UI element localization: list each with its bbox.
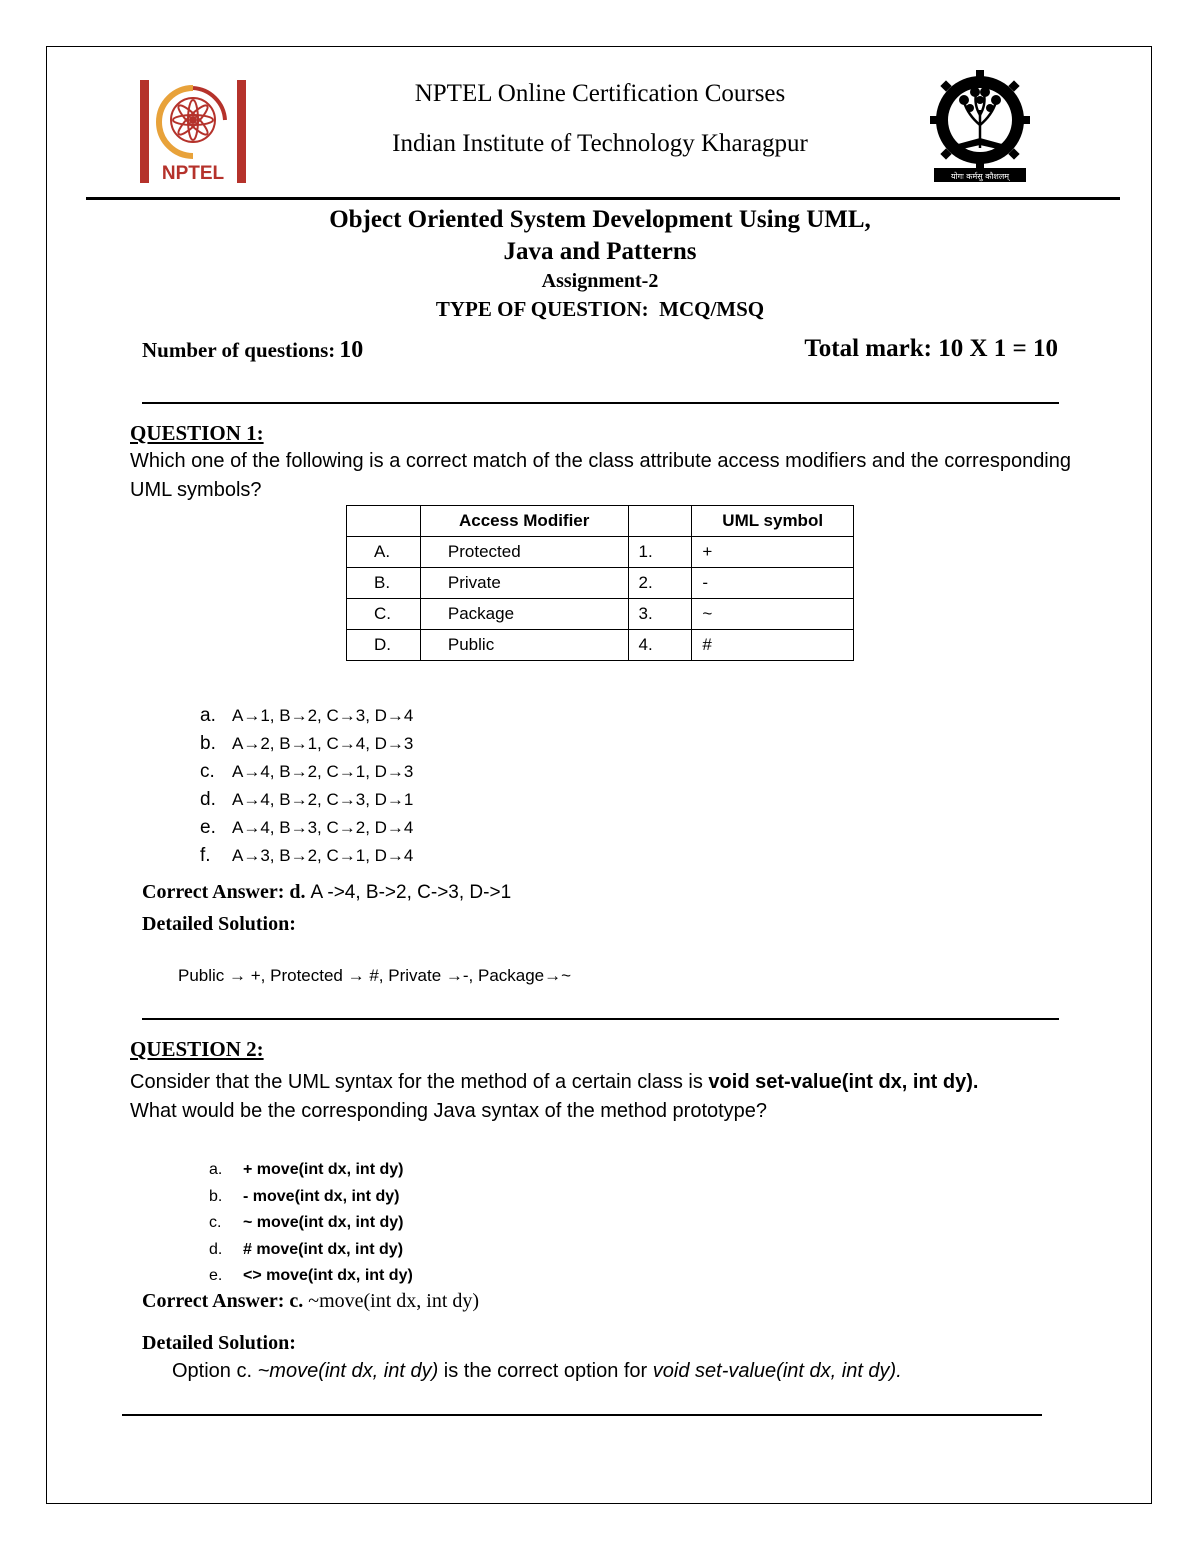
q2-correct-answer (142, 1290, 479, 1313)
num-questions-value: 10 (339, 337, 364, 363)
option-letter: e. (200, 817, 216, 838)
table-cell: 1. (628, 537, 692, 568)
table-cell: 3. (628, 599, 692, 630)
table-cell: ~ (692, 599, 854, 630)
header-line-2: Indian Institute of Technology Kharagpur (392, 130, 808, 157)
header-divider (86, 197, 1120, 200)
q2-text-bold: void set-value(int dx, int dy). (708, 1071, 979, 1093)
table-header-cell (628, 506, 692, 537)
q2-text-line2: What would be the corresponding Java syntax of the method prototype? (130, 1100, 768, 1122)
divider-3 (122, 1414, 1042, 1416)
table-cell: + (692, 537, 854, 568)
option-text: <> move(int dx, int dy) (243, 1267, 413, 1284)
q1-solution-text: Public → +, Protected → #, Private →-, Package→~ (178, 966, 572, 985)
q1-option-e[interactable] (200, 814, 413, 842)
question-2-text (130, 1068, 1090, 1126)
correct-answer-label: Correct Answer: (142, 881, 285, 903)
svg-text:NPTEL: NPTEL (161, 163, 225, 183)
iit-kgp-logo (928, 70, 1032, 184)
q2-option-a[interactable] (209, 1157, 413, 1184)
question-type: TYPE OF QUESTION: MCQ/MSQ (435, 297, 765, 321)
q1-option-b[interactable] (200, 730, 413, 758)
q2-text-start: Consider that the UML syntax for the method of a certain class is (130, 1071, 709, 1093)
correct-answer-letter: d. (289, 881, 306, 903)
header-line-1: NPTEL Online Certification Courses (414, 80, 786, 107)
course-title-line-2: Java and Patterns (503, 238, 697, 265)
solution-prefix: Option c. (172, 1360, 258, 1382)
num-questions-label: Number of questions: (142, 338, 336, 362)
course-title-line-1: Object Oriented System Development Using UML, (329, 206, 871, 233)
table-cell: Public (420, 630, 628, 661)
q2-option-d[interactable] (209, 1237, 413, 1264)
table-cell: 4. (628, 630, 692, 661)
table-cell: B. (347, 568, 421, 599)
q2-option-e[interactable] (209, 1263, 413, 1290)
q1-option-f[interactable] (200, 842, 413, 870)
table-cell: Protected (420, 537, 628, 568)
table-header-row (347, 506, 854, 537)
total-mark: Total mark: 10 X 1 = 10 (804, 335, 1058, 362)
table-cell: Package (420, 599, 628, 630)
option-text: A→4, B→2, C→3, D→1 (232, 790, 414, 809)
divider-2 (142, 1018, 1059, 1020)
table-cell: D. (347, 630, 421, 661)
solution-mid: is the correct option for (438, 1360, 653, 1382)
table-cell: A. (347, 537, 421, 568)
correct-answer-letter: c. (289, 1290, 304, 1312)
question-2-heading: QUESTION 2: (130, 1037, 264, 1061)
q2-solution-text (172, 1360, 902, 1383)
option-letter: d. (200, 789, 216, 810)
nptel-logo (140, 80, 246, 183)
option-text: A→2, B→1, C→4, D→3 (232, 734, 414, 753)
option-letter: e. (209, 1267, 223, 1284)
question-2-options (209, 1157, 413, 1290)
table-cell: # (692, 630, 854, 661)
table-header-cell: UML symbol (692, 506, 854, 537)
q2-option-c[interactable] (209, 1210, 413, 1237)
table-cell: - (692, 568, 854, 599)
q2-solution-label: Detailed Solution: (142, 1332, 296, 1354)
table-row (347, 537, 854, 568)
option-letter: a. (200, 705, 216, 726)
option-text: - move(int dx, int dy) (243, 1187, 400, 1205)
option-letter: f. (200, 845, 211, 866)
option-letter: b. (200, 733, 216, 754)
correct-answer-value: A ->4, B->2, C->3, D->1 (310, 882, 512, 903)
q1-solution-label: Detailed Solution: (142, 913, 296, 935)
table-cell: C. (347, 599, 421, 630)
table-cell: Private (420, 568, 628, 599)
option-text: A→4, B→2, C→1, D→3 (232, 762, 414, 781)
option-letter: c. (200, 761, 215, 782)
option-text: A→1, B→2, C→3, D→4 (232, 706, 414, 725)
question-1-heading: QUESTION 1: (130, 421, 264, 445)
option-text: + move(int dx, int dy) (243, 1161, 404, 1178)
correct-answer-label: Correct Answer: (142, 1290, 285, 1312)
q1-option-a[interactable] (200, 702, 413, 730)
question-1-options (200, 702, 413, 870)
option-text: ~ move(int dx, int dy) (243, 1214, 404, 1231)
q1-option-c[interactable] (200, 758, 413, 786)
correct-answer-value: ~move(int dx, int dy) (308, 1290, 480, 1312)
table-row (347, 568, 854, 599)
q1-correct-answer (142, 881, 511, 904)
table-header-cell (347, 506, 421, 537)
q2-option-b[interactable] (209, 1184, 413, 1211)
table-row (347, 599, 854, 630)
option-letter: d. (209, 1240, 223, 1258)
table-header-cell: Access Modifier (420, 506, 628, 537)
question-1-text: Which one of the following is a correct match of the class attribute access modifiers and the corresponding UML symbols? (130, 450, 1071, 501)
table-row (347, 630, 854, 661)
access-modifier-table (346, 505, 854, 661)
assignment-label: Assignment-2 (541, 270, 659, 292)
q1-option-d[interactable] (200, 786, 413, 814)
solution-italic-2: void set-value(int dx, int dy). (652, 1360, 902, 1382)
number-of-questions (142, 337, 363, 364)
table-cell: 2. (628, 568, 692, 599)
option-letter: a. (209, 1161, 223, 1178)
option-text: A→3, B→2, C→1, D→4 (232, 846, 414, 865)
option-letter: c. (209, 1214, 222, 1231)
option-text: # move(int dx, int dy) (243, 1240, 404, 1258)
option-letter: b. (209, 1187, 223, 1205)
svg-text:योगः कर्मसु कौशलम्: योगः कर्मसु कौशलम् (950, 172, 1010, 181)
option-text: A→4, B→3, C→2, D→4 (232, 818, 414, 837)
solution-italic-1: ~move(int dx, int dy) (257, 1360, 439, 1382)
divider-1 (142, 402, 1059, 404)
